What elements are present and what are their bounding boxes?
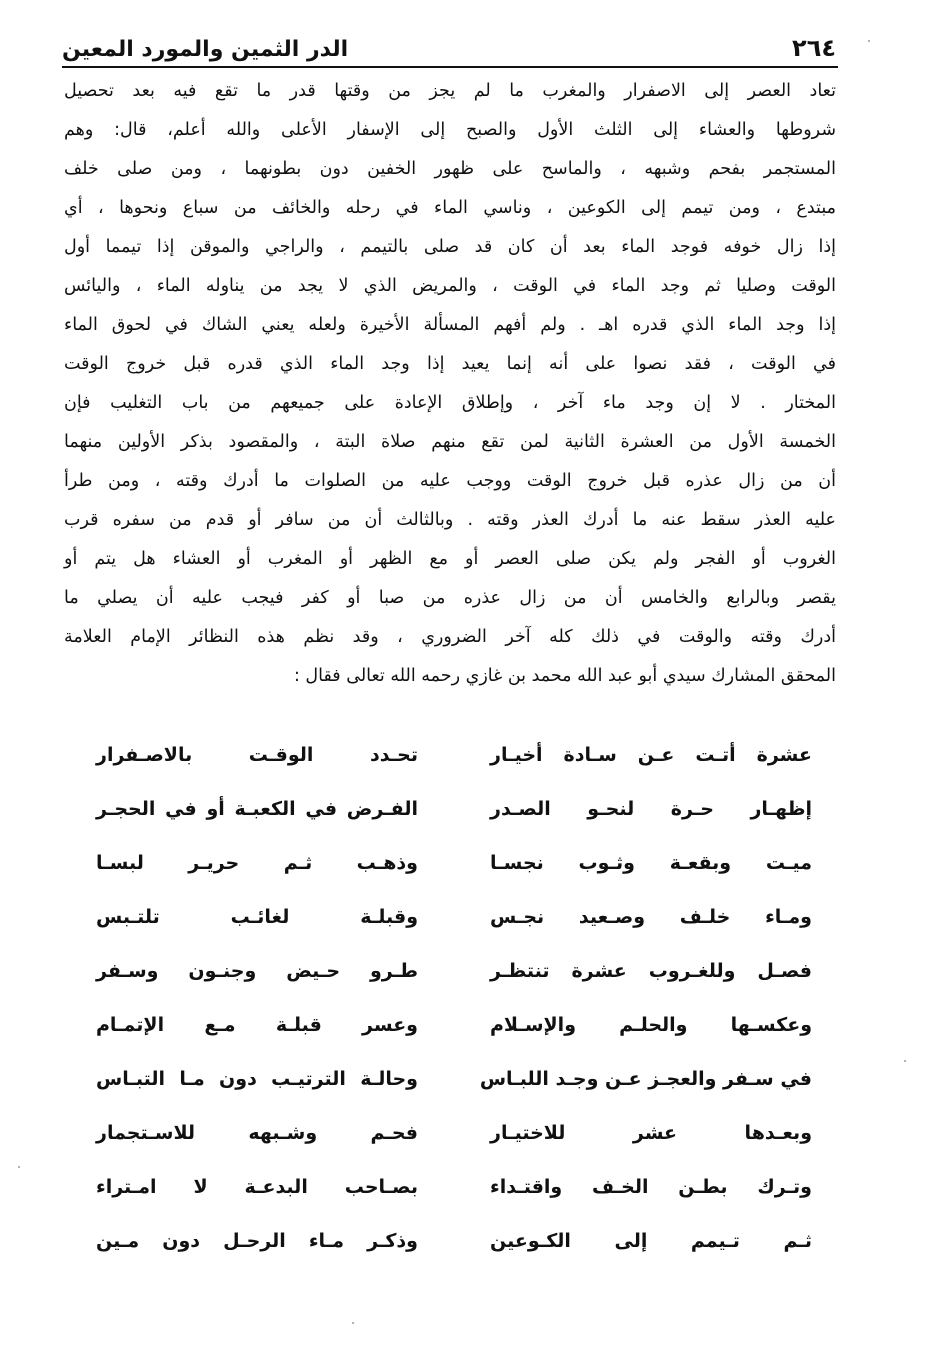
prose-line: تعاد العصر إلى الاصفرار والمغرب ما لم يجز من وقتها قدر ما تقع فيه بعد تحصيل: [64, 81, 836, 101]
verse: [96, 1222, 812, 1260]
verse-right-hemistich: وتـرك بطـن الخـف واقتـداء: [490, 1176, 812, 1198]
prose-line: الخمسة الأول من العشرة الثانية لمن تقع منهم صلاة البتة ، والمقصود بذكر الأولين منهما: [64, 432, 836, 452]
scan-speck: [352, 1322, 354, 1324]
prose-line: في الوقت ، فقد نصوا على أنه إنما يعيد إذا وجد الماء الذي قدره قبل خروج الوقت: [64, 354, 836, 374]
prose-line: المستجمر بفحم وشبهه ، والماسح على ظهور الخفين دون بطونهما ، ومن صلى خلف: [64, 159, 836, 179]
verse-left-hemistich: وقبلـة لغائـب تلتـبس: [96, 906, 418, 928]
verse: [96, 1114, 812, 1152]
header-rule: [62, 66, 838, 68]
page-number: ٢٦٤: [792, 34, 836, 62]
verse-right-hemistich: فصـل وللغـروب عشرة تنتظـر: [490, 960, 812, 982]
prose-line: عليه العذر سقط عنه ما أدرك العذر وقته . وبالثالث أن من سافر أو قدم من سفره قرب: [64, 510, 836, 530]
verse: [96, 790, 812, 828]
scan-speck: [868, 40, 870, 42]
verse-right-hemistich: ميـت وبقعـة وثـوب نجسـا: [490, 852, 812, 874]
prose-line: شروطها والعشاء إلى الثلث الأول والصبح إلى الإسفار الأعلى والله أعلم، قال: وهم: [64, 120, 836, 140]
verse-right-hemistich: عشرة أتـت عـن سـادة أخيـار: [490, 744, 812, 766]
prose-line: مبتدع ، ومن تيمم إلى الكوعين ، وناسي الماء في رحله والخائف من سباع ونحوها ، أي: [64, 198, 836, 218]
verse: [96, 844, 812, 882]
verse-right-hemistich: ثـم تـيمم إلى الكـوعين: [490, 1230, 812, 1252]
verse-left-hemistich: بصـاحب البدعـة لا امـتراء: [96, 1176, 418, 1198]
prose-line: المختار . لا إن وجد ماء آخر ، وإطلاق الإعادة على جميعهم من باب التغليب فإن: [64, 393, 836, 413]
page-header: [62, 26, 836, 62]
verse-right-hemistich: وعكسـها والحلـم والإسـلام: [490, 1014, 812, 1036]
prose-line: إذا زال خوفه فوجد الماء بعد أن كان قد صلى بالتيمم ، والراجي والموقن إذا تيمما أول: [64, 237, 836, 257]
prose-line: الغروب أو الفجر ولم يكن صلى العصر أو مع الظهر أو المغرب أو العشاء هل يتم أو: [64, 549, 836, 569]
verse: [96, 952, 812, 990]
scan-speck: [904, 1060, 906, 1062]
verse-left-hemistich: وحالـة الترتيـب دون مـا التبـاس: [96, 1068, 418, 1090]
verse: [96, 1168, 812, 1206]
running-title: الدر الثمين والمورد المعين: [62, 37, 349, 62]
prose-line: الوقت وصليا ثم وجد الماء في الوقت ، والمريض الذي لا يجد من يناوله الماء ، واليائس: [64, 276, 836, 296]
verse: [96, 1006, 812, 1044]
verse-left-hemistich: وذهـب ثـم حريـر لبسـا: [96, 852, 418, 874]
verse-right-hemistich: وبعـدها عشر للاختيـار: [490, 1122, 812, 1144]
verse-left-hemistich: فحـم وشـبهه للاسـتجمار: [96, 1122, 418, 1144]
verse: [96, 898, 812, 936]
prose-line: المحقق المشارك سيدي أبو عبد الله محمد بن غازي رحمه الله تعالى فقال :: [293, 666, 836, 686]
prose-line: إذا وجد الماء الذي قدره اهـ . ولم أفهم المسألة الأخيرة ولعله يعني الشاك في لحوق الماء: [64, 315, 836, 335]
verse: [96, 1060, 812, 1098]
prose-line: أن من زال عذره قبل خروج الوقت ووجب عليه من الصلوات ما أدرك وقته ، ومن طرأ: [64, 471, 836, 491]
verse-left-hemistich: وعسر قبلـة مـع الإتمـام: [96, 1014, 418, 1036]
verse-left-hemistich: طـرو حـيض وجنـون وسـفر: [96, 960, 418, 982]
verse-right-hemistich: في سـفر والعجـز عـن وجـد اللبـاس: [479, 1068, 812, 1090]
verse-left-hemistich: تحـدد الوقـت بالاصـفرار: [96, 744, 418, 766]
scan-speck: [18, 1166, 20, 1168]
verse: [96, 736, 812, 774]
verse-left-hemistich: وذكـر مـاء الرحـل دون مـين: [96, 1230, 418, 1252]
verse-left-hemistich: الفـرض في الكعبـة أو في الحجـر: [96, 798, 418, 820]
verse-right-hemistich: ومـاء خلـف وصـعيد نجـس: [490, 906, 812, 928]
prose-line: يقصر وبالرابع والخامس أن من زال عذره من صبا أو كفر فيجب عليه أن يصلي ما: [64, 588, 836, 608]
prose-line: أدرك وقته والوقت في ذلك كله آخر الضروري ، وقد نظم هذه النظائر الإمام العلامة: [64, 627, 836, 647]
verse-right-hemistich: إظهـار حـرة لنحـو الصـدر: [490, 798, 812, 820]
